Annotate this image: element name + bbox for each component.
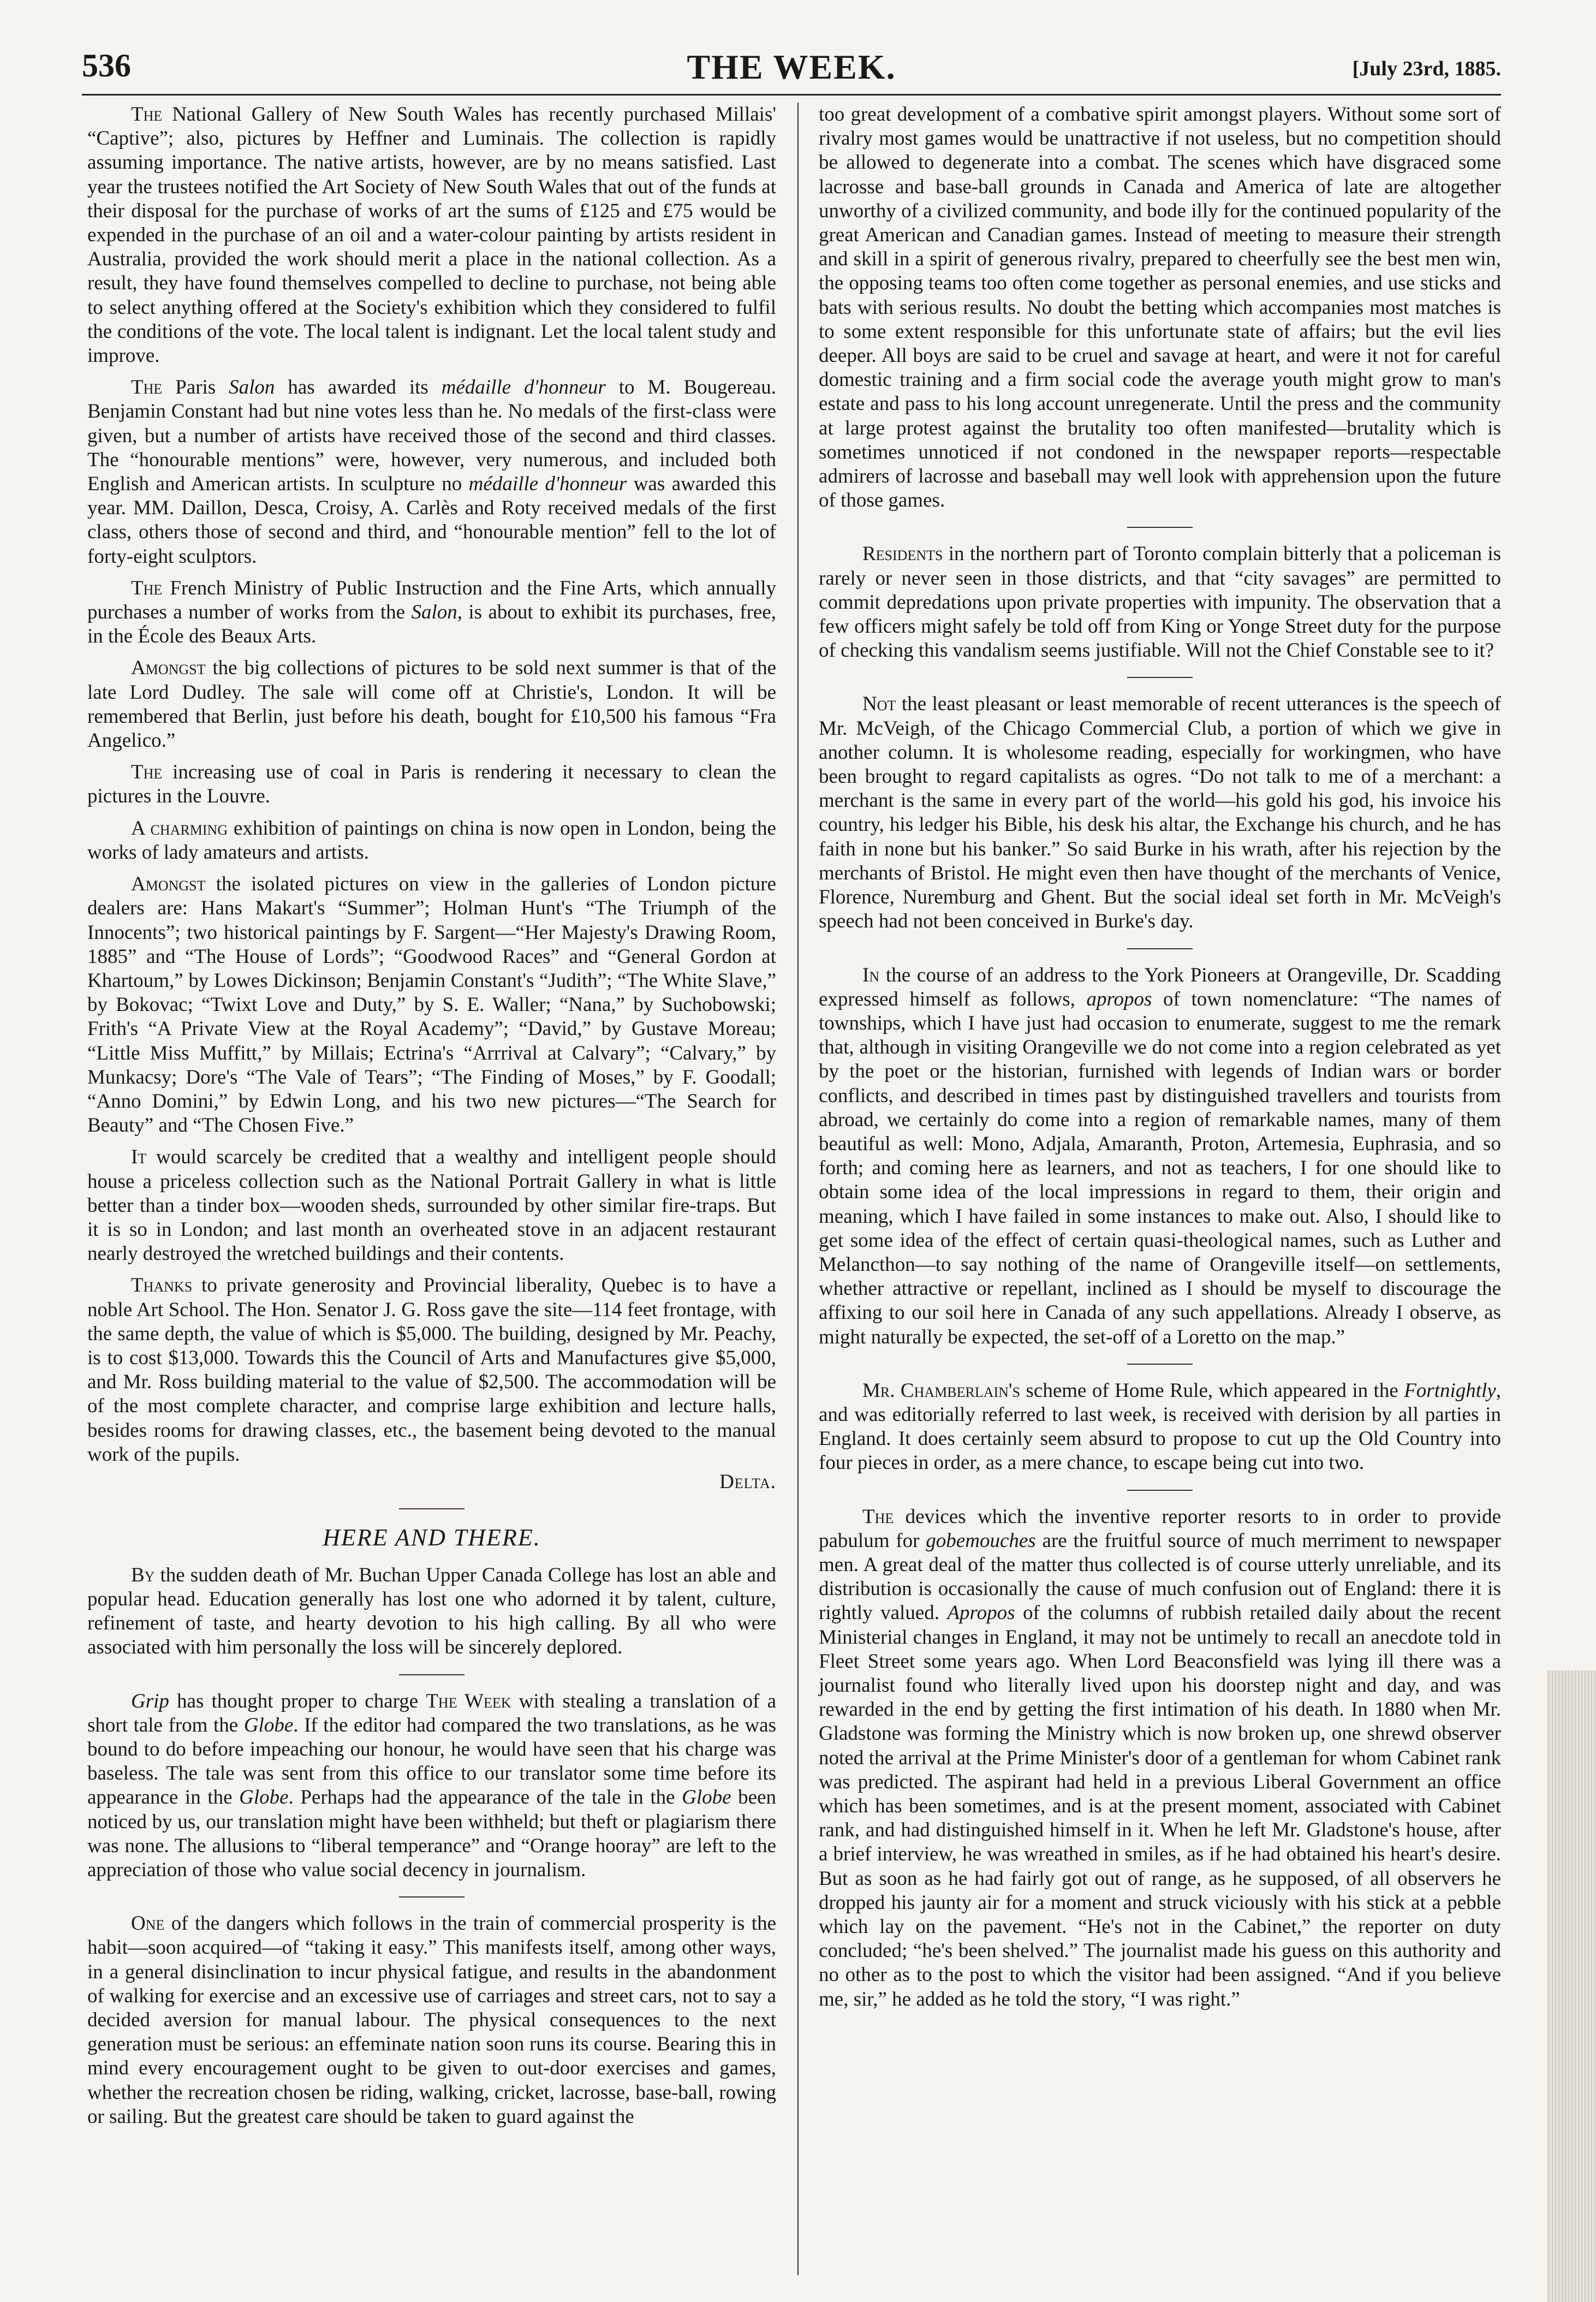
article-paragraph: The French Ministry of Public Instruction and the Fine Arts, which annually purchases a number of works from the Salon, is about to exhibit its purchases, free, in the École des Beaux Arts.: [87, 576, 776, 648]
article-paragraph: The National Gallery of New South Wales has recently purchased Millais' “Captive”; also, pictures by Heffner and Luminais. The collection is rapidly assuming importance. The native artists, however, are by no means satisfied. Last year the trustees notified the Art Society of New South Wales that out of the funds at their disposal for the purchase of works of art the sums of £125 and £75 would be expended in the purchase of an oil and a water-colour painting by artists resident in Australia, provided the work should merit a place in the national collection. As a result, they have found themselves compelled to decline to purchase, not being able to select anything offered at the Society's exhibition which they considered to fulfil the conditions of the vote. The local talent is indignant. Let the local talent study and improve.: [87, 103, 776, 367]
separator-rule: [1127, 948, 1193, 949]
article-paragraph: The increasing use of coal in Paris is rendering it necessary to clean the pictures in the Louvre.: [87, 761, 776, 808]
page-edge-scan-artifact: [1547, 1670, 1596, 2302]
newspaper-title: THE WEEK.: [687, 47, 896, 86]
article-paragraph: Residents in the northern part of Toronto complain bitterly that a policeman is rarely or never seen in those districts, and that “city savages” are permitted to commit depredations upon private properties with impunity. The observation that a few officers might safely be told off from King or Yonge Street duty for the purpose of checking this vandalism seems justifiable. Will not the Chief Constable see to it?: [819, 543, 1501, 662]
separator-rule: [1127, 1364, 1193, 1365]
article-paragraph: Grip has thought proper to charge The Week with stealing a translation of a short tale from the Globe. If the editor had compared the two translations, as he was bound to do before impeaching our honour, he would have seen that his charge was baseless. The tale was sent from this office to our translator some time before its appearance in the Globe. Perhaps had the appearance of the tale in the Globe been noticed by us, our translation might have been withheld; but theft or plagiarism there was none. The allusions to “liberal temperance” and “Orange hooray” are left to the appreciation of those who value social decency in journalism.: [87, 1690, 777, 1881]
separator-rule: [1127, 677, 1193, 678]
article-paragraph: The devices which the inventive reporter resorts to in order to provide pabulum for gobemouches are the fruitful source of much merriment to newspaper men. A great deal of the matter thus collected is of course utterly unreliable, and its distribution is occasionally the cause of much confusion out of England: there it is rightly valued. Apropos of the columns of rubbish retailed daily about the recent Ministerial changes in England, it may not be untimely to recall an anecdote told in Fleet Street some years ago. When Lord Beaconsfield was lying ill there was a journalist found who literally lived upon his doorstep night and day, and was rewarded in the end by getting the first intimation of his death. In 1880 when Mr. Gladstone was forming the Ministry which is now broken up, one shrewd observer noted the arrival at the Prime Minister's door of a gentleman for whom Cabinet rank was predicted. The aspirant had held in a previous Liberal Government an office which has been sometimes, and is at the present moment, associated with Cabinet rank, and had distinguished himself in it. When he left Mr. Gladstone's house, after a brief interview, he was wreathed in smiles, as if he had obtained his heart's desire. But as soon as he had fairly got out of range, as he supposed, of all observers he dropped his jaunty air for a moment and struck viciously with his stick at a pebble which lay on the pavement. “He's not in the Cabinet,” the reporter on duty concluded; “he's been shelved.” The journalist made his guess on this authority and no other as to the post to which the visitor had been assigned. “And if you believe me, sir,” he added as he told the story, “I was right.”: [819, 1505, 1502, 2010]
section-heading: HERE AND THERE.: [323, 1524, 541, 1551]
header-rule: [82, 94, 1501, 96]
separator-rule: [399, 1896, 464, 1897]
article-paragraph: In the course of an address to the York Pioneers at Orangeville, Dr. Scadding expressed himself as follows, apropos of town nomenclature: “The names of townships, which I have just had occasion to enumerate, suggest to me the remark that, although in visiting Orangeville we do not come into a region celebrated as yet by the poet or the historian, furnished with legends of Indian wars or border conflicts, and described in times past by distinguished travellers and tourists from abroad, we certainly do come into a region of remarkable names, many of them beautiful as well: Mono, Adjala, Amaranth, Proton, Artemesia, Euphrasia, and so forth; and coming here as learners, and not as teachers, I for one should like to obtain some idea of the local impressions in regard to them, their origin and meaning, which I have failed in some instances to make out. Also, I should like to get some idea of the effect of certain quasi-theological names, such as Luther and Melancthon—to say nothing of the name of Orangeville itself—on settlements, whether attractive or repellant, inclined as I should be myself to discourage the affixing to our soil here in Canada of any such appellations. Already I observe, as might naturally be expected, the set-off of a Loretto on the map.”: [819, 963, 1501, 1348]
article-paragraph: By the sudden death of Mr. Buchan Upper Canada College has lost an able and popular head. Education generally has lost one who adorned it by talent, culture, refinement of taste, and hearty devotion to his high calling. By all who were associated with him personally the loss will be sincerely deplored.: [87, 1563, 776, 1659]
author-signature: Delta.: [719, 1470, 776, 1493]
separator-rule: [399, 1674, 464, 1675]
right-column: [819, 103, 1501, 2019]
article-paragraph: A charming exhibition of paintings on china is now open in London, being the works of lady amateurs and artists.: [87, 817, 776, 864]
article-paragraph: The Paris Salon has awarded its médaille d'honneur to M. Bougereau. Benjamin Constant had but nine votes less than he. No medals of the first-class were given, but a number of artists have received those of the second and third classes. The “honourable mentions” were, however, very numerous, and included both English and American artists. In sculpture no médaille d'honneur was awarded this year. MM. Daillon, Desca, Croisy, A. Carlès and Roty received medals of the first class, others those of second and third, and “honourable mention” fell to the lot of forty-eight sculptors.: [87, 376, 777, 568]
article-paragraph: It would scarcely be credited that a wealthy and intelligent people should house a priceless collection such as the National Portrait Gallery in what is little better than a tinder box—wooden sheds, surrounded by other similar fire-traps. But it is so in London; and last month an overheated stove in an adjacent restaurant nearly destroyed the wretched buildings and their contents.: [87, 1146, 776, 1265]
separator-rule: [1127, 527, 1193, 528]
page-header: [82, 47, 1501, 91]
article-paragraph: Amongst the big collections of pictures to be sold next summer is that of the late Lord Dudley. The sale will come off at Christie's, London. It will be remembered that Berlin, just before his death, bought for £10,500 his famous “Fra Angelico.”: [87, 657, 776, 752]
article-paragraph: Not the least pleasant or least memorable of recent utterances is the speech of Mr. McVeigh, of the Chicago Commercial Club, a portion of which we give in another column. It is wholesome reading, especially for workingmen, who have been brought to regard capitalists as ogres. “Do not talk to me of a merchant: a merchant is the same in every part of the world—his gold his god, his invoice his country, his ledger his Bible, his desk his altar, the Exchange his church, and he has faith in none but his banker.” So said Burke in his wrath, after his rejection by the merchants of Bristol. He might even then have thought of the merchants of Venice, Florence, Nuremburg and Ghent. But the social ideal set forth in Mr. McVeigh's speech had not been conceived in Burke's day.: [819, 693, 1501, 933]
article-paragraph: too great development of a combative spirit amongst players. Without some sort of rivalry most games would be unattractive if not useless, but no competition should be allowed to degenerate into a combat. The scenes which have disgraced some lacrosse and base-ball grounds in Canada and America of late are altogether unworthy of a civilized community, and bode illy for the continued popularity of the great American and Canadian games. Instead of meeting to measure their strength and skill in a spirit of generous rivalry, prepared to cheerfully see the best men win, the opposing teams too often come together as personal enemies, and use sticks and bats with serious results. No doubt the betting which accompanies most matches is to some extent responsible for this unfortunate state of affairs; but the evil lies deeper. All boys are said to be cruel and savage at heart, and were it not for careful domestic training and a firm social code the average youth might grow to man's estate and pass to his long account unregenerate. Until the press and the community at large protest against the brutality too often manifested—brutality which is sometimes unnoticed if not condoned in the newspaper reports—respectable admirers of lacrosse and baseball may well look with apprehension upon the future of those games.: [819, 103, 1501, 512]
article-paragraph: Mr. Chamberlain's scheme of Home Rule, which appeared in the Fortnightly, and was editorially referred to last week, is received with derision by all parties in England. It does certainly seem absurd to propose to cut up the Old Country into four pieces in order, as a mere chance, to escape being cut into two.: [819, 1379, 1501, 1474]
separator-rule: [1127, 1490, 1193, 1491]
article-paragraph: One of the dangers which follows in the train of commercial prosperity is the habit—soon acquired—of “taking it easy.” This manifests itself, among other ways, in a general disinclination to incur physical fatigue, and results in the abandonment of walking for exercise and an excessive use of carriages and street cars, not to say a decided aversion for manual labour. The physical consequences to the next generation must be serious: an effeminate nation soon runs its course. Bearing this in mind every encouragement ought to be given to out-door exercises and games, whether the recreation chosen be riding, walking, cricket, lacrosse, base-ball, rowing or sailing. But the greatest care should be taken to guard against the: [87, 1912, 776, 2128]
page-number: 536: [82, 47, 131, 84]
article-paragraph: Thanks to private generosity and Provincial liberality, Quebec is to have a noble Art School. The Hon. Senator J. G. Ross gave the site—114 feet frontage, with the same depth, the value of which is $5,000. The building, designed by Mr. Peachy, is to cost $13,000. Towards this the Council of Arts and Manufactures give $5,000, and Mr. Ross building material to the value of $2,500. The accommodation will be of the most complete character, and comprise large exhibition and lecture halls, besides rooms for drawing classes, etc., the basement being devoted to the manual work of the pupils.: [87, 1274, 776, 1466]
separator-rule: [399, 1508, 464, 1509]
issue-date: [July 23rd, 1885.: [1352, 57, 1501, 80]
left-column: [87, 103, 776, 2137]
article-paragraph: Amongst the isolated pictures on view in the galleries of London picture dealers are: Hans Makart's “Summer”; Holman Hunt's “The Triumph of the Innocents”; two historical paintings by F. Sargent—“Her Majesty's Drawing Room, 1885” and “The House of Lords”; “Goodwood Races” and “General Gordon at Khartoum,” by Lowes Dickinson; Benjamin Constant's “Judith”; “The White Slave,” by Bokovac; “Twixt Love and Duty,” by S. E. Waller; “Nana,” by Suchobowski; Frith's “A Private View at the Royal Academy”; “David,” by Gustave Moreau; “Little Miss Muffitt,” by Millais; Ectrina's “Arrrival at Calvary”; “Calvary,” by Munkacsy; Dore's “The Vale of Tears”; “The Finding of Moses,” by F. Goodall; “Anno Domini,” by Edwin Long, and his two new pictures—“The Search for Beauty” and “The Chosen Five.”: [87, 873, 776, 1137]
column-divider: [797, 103, 799, 2275]
